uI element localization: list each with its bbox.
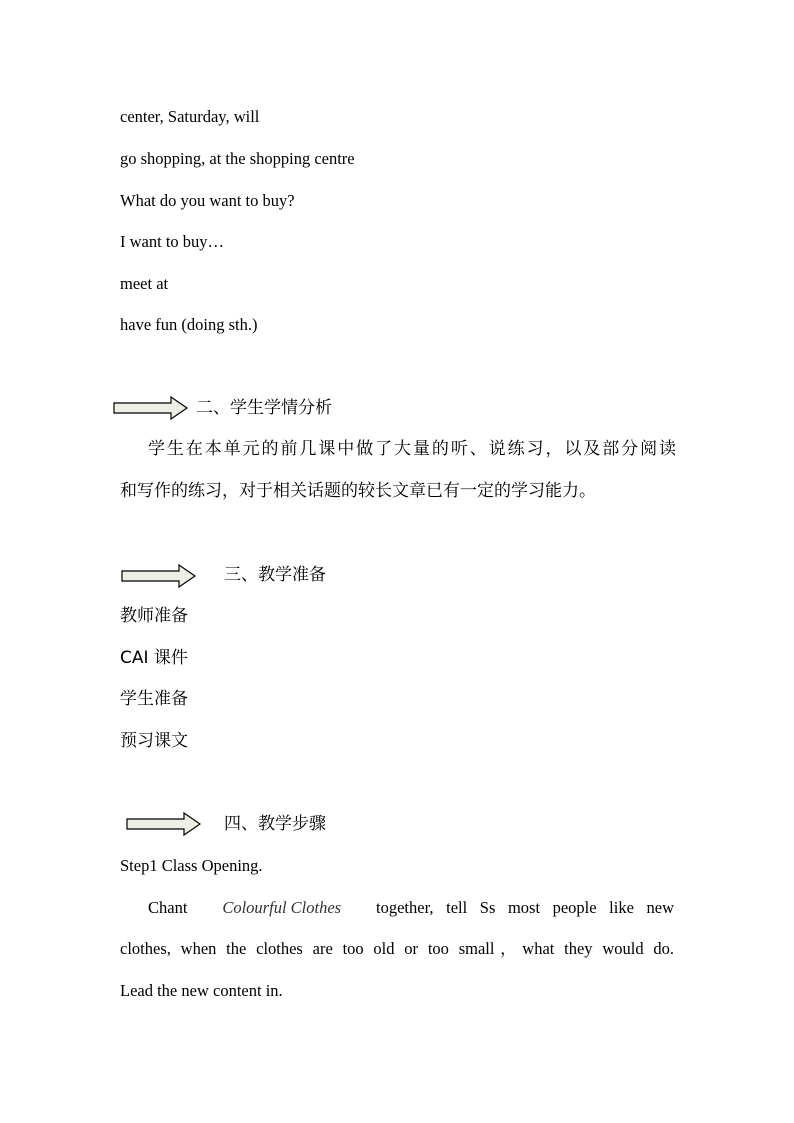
paragraph-line: clothes, when the clothes are too old or too small，what they would do.	[120, 939, 674, 958]
paragraph-line: 学生在本单元的前几课中做了大量的听、说练习，以及部分阅读	[148, 439, 676, 459]
vocab-line: I want to buy…	[120, 232, 225, 251]
list-item: 教师准备	[120, 606, 188, 626]
paragraph-line: Lead the new content in.	[120, 981, 283, 1000]
paragraph-text	[376, 900, 674, 917]
vocab-line: What do you want to buy?	[120, 191, 295, 210]
list-item: CAI 课件	[120, 648, 188, 668]
vocab-line: have fun (doing sth.)	[120, 315, 258, 334]
right-arrow-icon	[121, 564, 197, 588]
right-arrow-icon	[126, 812, 202, 836]
vocab-line: meet at	[120, 274, 169, 293]
paragraph-text: Chant	[148, 898, 188, 917]
song-title: Colourful Clothes	[222, 898, 342, 917]
step-title: Step1 Class Opening.	[120, 856, 263, 875]
section-heading: 三、教学准备	[224, 565, 326, 585]
section-heading: 二、学生学情分析	[196, 398, 332, 418]
right-arrow-icon	[113, 396, 189, 420]
list-item: 预习课文	[120, 731, 188, 751]
vocab-line: go shopping, at the shopping centre	[120, 149, 355, 168]
list-item: 学生准备	[120, 689, 188, 709]
section-heading: 四、教学步骤	[224, 814, 326, 834]
paragraph-line: 和写作的练习，对于相关话题的较长文章已有一定的学习能力。	[120, 481, 596, 501]
paragraph-line	[148, 900, 674, 917]
paragraph-text: together, tell Ss most people like new	[376, 898, 674, 917]
vocab-line: center, Saturday, will	[120, 107, 260, 126]
